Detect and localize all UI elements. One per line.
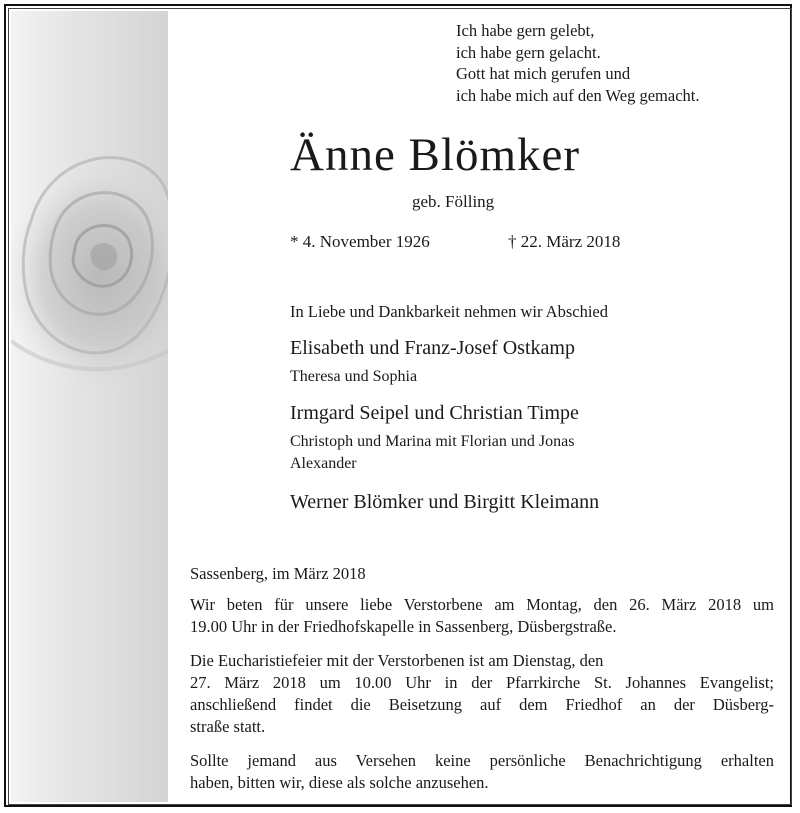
paragraph-line: anschließend findet die Beisetzung auf dem Friedhof an der Düsberg- xyxy=(190,695,774,714)
place-date: Sassenberg, im März 2018 xyxy=(190,564,366,583)
paragraph-line: Sollte jemand aus Versehen keine persönliche Benachrichtigung erhalten xyxy=(190,751,774,770)
poem-line: ich habe mich auf den Weg gemacht. xyxy=(456,85,700,105)
family-main-name: Elisabeth und Franz-Josef Ostkamp xyxy=(290,337,575,359)
paragraph-line: haben, bitten wir, diese als solche anzusehen. xyxy=(190,773,489,792)
funeral-paragraph xyxy=(190,594,774,638)
family-sub-line: Theresa und Sophia xyxy=(290,368,418,385)
birth-date: * 4. November 1926 xyxy=(290,232,430,251)
family-sub-names xyxy=(290,431,574,475)
paragraph-line: Die Eucharistiefeier mit der Verstorbenen ist am Dienstag, den xyxy=(190,651,604,670)
family-sub-line: Christoph und Marina mit Florian und Jonas xyxy=(290,433,575,450)
family-sub-line: Alexander xyxy=(290,455,357,472)
mass-paragraph xyxy=(190,650,774,738)
poem-line: ich habe gern gelacht. xyxy=(456,42,601,62)
paragraph-line: Wir beten für unsere liebe Verstorbene am Montag, den 26. März 2018 um xyxy=(190,595,774,614)
death-date: † 22. März 2018 xyxy=(508,232,621,251)
paragraph-line: 27. März 2018 um 10.00 Uhr in der Pfarrkirche St. Johannes Evangelist; xyxy=(190,673,774,692)
poem-line: Gott hat mich gerufen und xyxy=(456,64,631,83)
family-main-name: Irmgard Seipel und Christian Timpe xyxy=(290,402,579,424)
poem xyxy=(456,20,699,106)
rose-image-panel xyxy=(11,11,168,802)
family-main-name: Werner Blömker und Birgitt Kleimann xyxy=(290,491,600,513)
family-sub-names xyxy=(290,366,417,388)
paragraph-line: straße statt. xyxy=(190,717,266,736)
farewell-intro: In Liebe und Dankbarkeit nehmen wir Abschied xyxy=(290,302,608,321)
deceased-name: Änne Blömker xyxy=(290,129,581,181)
paragraph-line: 19.00 Uhr in der Friedhofskapelle in Sassenberg, Düsbergstraße. xyxy=(190,617,617,636)
birth-name: geb. Fölling xyxy=(412,192,495,211)
rose-icon xyxy=(11,11,168,802)
poem-line: Ich habe gern gelebt, xyxy=(456,21,595,40)
closing-paragraph xyxy=(190,750,774,794)
